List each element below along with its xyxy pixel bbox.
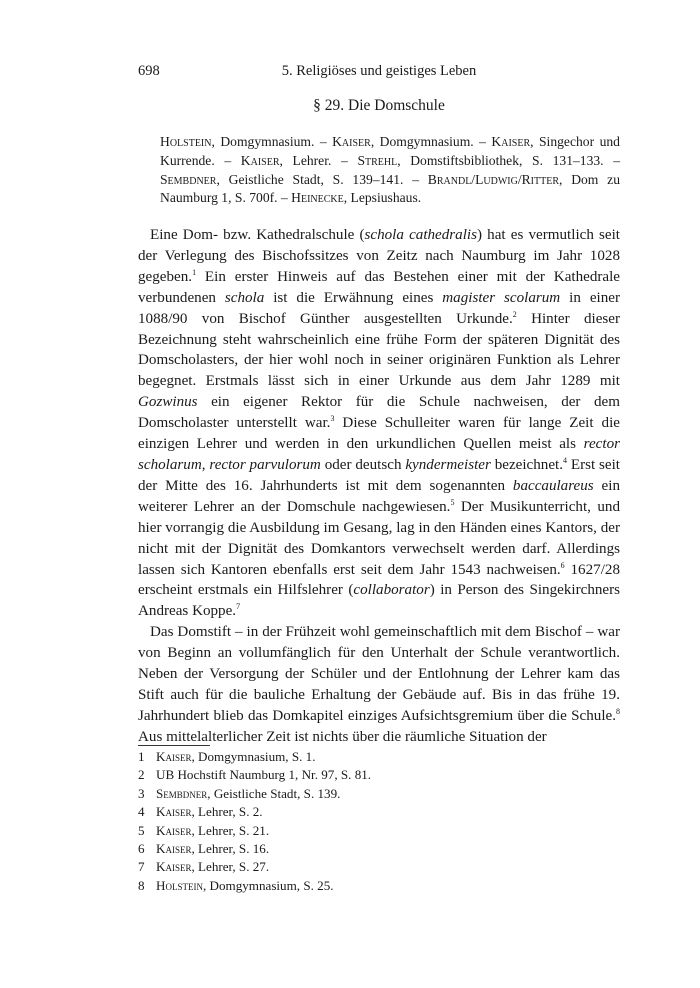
text-run: Eine Dom- bzw. Kathedralschule (	[150, 227, 365, 243]
author-name: Brandl/Ludwig/Ritter	[427, 171, 559, 187]
latin-term: magister scolarum	[442, 289, 561, 306]
latin-term: rector scholarum	[138, 436, 620, 473]
text-run: ) hat es vermutlich seit der Verlegung des Bischofssitzes von Zeitz nach Naumburg im Jahr 1028 gegeben.	[138, 227, 620, 285]
text-run: , Domgymnasium. –	[370, 134, 492, 149]
text-run: , Lepsiushaus.	[343, 190, 422, 206]
footnote-author: Kaiser	[156, 841, 192, 857]
latin-term: collaborator	[353, 582, 430, 599]
footnote-text: UB Hochstift Naumburg 1, Nr. 97, S. 81.	[156, 767, 372, 783]
text-run: ein weiterer Lehrer an der Domschule nachgewiesen.	[138, 477, 620, 515]
footnote-number: 4	[138, 804, 145, 820]
author-name: Holstein	[160, 134, 212, 149]
text-run: oder deutsch	[320, 456, 406, 473]
footnotes	[138, 748, 620, 895]
section-title: § 29. Die Domschule	[313, 97, 445, 114]
text-run: in einer 1088/90 von Bischof Günther ausgestellten Urkunde.	[138, 289, 620, 327]
footnote-number: 6	[138, 841, 145, 857]
footnote-author: Kaiser	[156, 822, 192, 838]
text-run: , Geistliche Stadt, S. 139–141. –	[216, 171, 428, 187]
footnote	[138, 766, 620, 784]
footnote-ref: 8	[616, 706, 620, 716]
text-run: Erst seit der Mitte des 16. Jahrhunderts ist mit dem sogenannten	[138, 456, 620, 494]
text-run: Ein erster Hinweis auf das Bestehen einer mit der Kathedrale verbundenen	[138, 268, 620, 306]
author-name: Kaiser	[332, 134, 371, 149]
footnote-ref: 1	[192, 267, 197, 277]
page-number: 698	[138, 63, 160, 79]
footnote-number: 5	[138, 822, 145, 838]
text-run: ein eigener Rektor für die Schule nachweisen, der dem Domscholaster unterstellt war.	[138, 394, 620, 432]
paragraph	[138, 622, 620, 747]
footnote-text: , Geistliche Stadt, S. 139.	[207, 785, 341, 801]
text-run: Diese Schulleiter waren für lange Zeit die einzigen Lehrer und werden in den urkundlichen Quellen meist als	[138, 415, 620, 453]
text-run: , Dom zu Naumburg 1, S. 700f. –	[160, 171, 620, 206]
page-header	[138, 63, 620, 83]
footnote-text: , Lehrer, S. 27.	[191, 859, 270, 875]
footnote-ref: 6	[560, 560, 565, 570]
author-name: Heinecke	[291, 190, 344, 206]
text-run: bezeichnet.	[490, 456, 563, 473]
text-run: Hinter dieser Bezeichnung steht wahrscheinlich eine frühe Form der späteren Dignität des Domscholasters, der hier wohl noch in seiner originären Funktion als Lehrer begegnet. Erstmals lässt sich in einer Urkunde aus dem Jahr 1289 mit	[138, 310, 620, 390]
footnote-ref: 5	[450, 497, 455, 507]
footnote-ref: 3	[330, 414, 335, 424]
latin-term: Gozwinus	[138, 394, 198, 411]
text-run: Aus mittelalterlicher Zeit ist nichts über die räumliche Situation der	[138, 728, 547, 745]
footnote	[138, 840, 620, 858]
author-name: Kaiser	[491, 134, 531, 149]
footnote-author: Kaiser	[156, 749, 192, 764]
body-text	[138, 225, 620, 748]
footnote-number: 7	[138, 859, 145, 875]
footnote-ref: 4	[563, 455, 567, 465]
latin-term: baccaulareus	[512, 477, 594, 494]
footnote-text: , Domgymnasium, S. 25.	[202, 877, 334, 893]
footnote-number: 2	[138, 767, 145, 783]
footnote-number: 1	[138, 749, 145, 764]
text-run: 1627/28 erscheint erstmals ein Hilfslehrer (	[138, 561, 620, 599]
footnote-text: , Lehrer, S. 16.	[191, 841, 270, 857]
footnote-number: 3	[138, 785, 145, 801]
footnote-number: 8	[138, 877, 145, 893]
footnote-author: Sembdner	[156, 785, 208, 801]
author-name: Strehl	[357, 152, 398, 168]
text-run: , Domstiftsbibliothek, S. 131–133. –	[397, 152, 620, 168]
footnote	[138, 877, 620, 895]
text-run: Das Domstift – in der Frühzeit wohl gemeinschaftlich mit dem Bischof – war von Beginn an vollumfänglich für den Unterhalt der Schule verantwortlich. Neben der Versorgung der Schüler und der Entlohnung der Lehrer kam das Stift auch für die bauliche Erhaltung der Gebäude auf. Bis in das frühe 19. Jahrhundert blieb das Domkapitel einziges Aufsichtsgremium über die Schule.	[138, 624, 620, 724]
footnote-text: , Lehrer, S. 2.	[191, 804, 263, 820]
footnote	[138, 858, 620, 876]
footnote-author: Kaiser	[156, 859, 192, 875]
footnote-text: , Domgymnasium, S. 1.	[191, 749, 316, 764]
footnote-separator	[138, 745, 210, 746]
sources-list	[160, 133, 620, 208]
running-title: 5. Religiöses und geistiges Leben	[281, 63, 477, 79]
text-run: ist die Erwähnung eines	[264, 289, 443, 306]
footnote	[138, 803, 620, 821]
footnote-ref: 2	[512, 309, 517, 319]
paragraph	[138, 225, 620, 622]
footnote	[138, 822, 620, 840]
footnote-author: Holstein	[156, 877, 203, 893]
latin-term: schola cathedralis	[364, 227, 477, 243]
latin-term: rector parvulorum	[209, 456, 321, 473]
text-run: , Lehrer. –	[279, 152, 358, 168]
footnote-author: Kaiser	[156, 804, 192, 820]
latin-term: schola	[224, 289, 265, 306]
footnote-text: , Lehrer, S. 21.	[191, 822, 270, 838]
text-run: ) in Person des Singekirchners Andreas Koppe.	[138, 582, 621, 620]
footnote	[138, 748, 620, 766]
latin-term: kyndermeister	[405, 456, 491, 473]
footnote-ref: 7	[236, 602, 241, 612]
text-run: Der Musikunterricht, und hier vorrangig die Ausbildung im Gesang, lag in den Händen eines Kantors, der nicht mit der Dignität des Domkantors verwechselt werden darf. Allerdings lassen sich Kantoren ebenfalls erst seit dem Jahr 1543 nachweisen.	[138, 498, 620, 578]
author-name: Kaiser	[240, 152, 280, 168]
text-run: , Singechor und Kurrende. –	[160, 134, 620, 168]
author-name: Sembdner	[160, 171, 217, 187]
text-run: , Domgymnasium. –	[211, 134, 333, 149]
text-run: ,	[201, 456, 210, 473]
footnote	[138, 785, 620, 803]
